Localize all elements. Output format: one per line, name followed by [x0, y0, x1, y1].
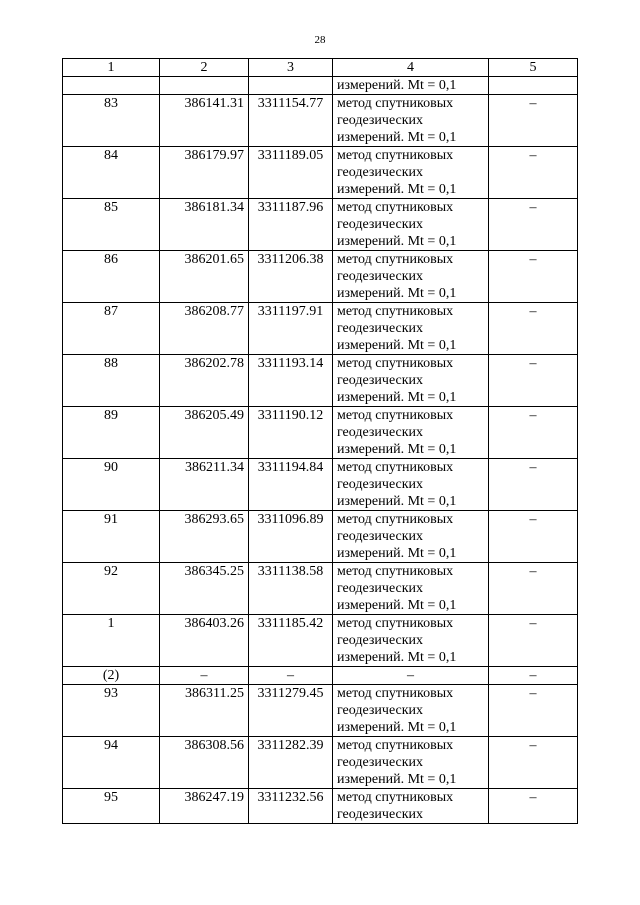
- method-line: измерений. Mt = 0,1: [337, 338, 457, 353]
- cell-method: [333, 303, 489, 355]
- cell-x: 386345.25: [160, 563, 249, 615]
- method-line: геодезических: [337, 373, 424, 388]
- cell-y: 3311189.05: [249, 147, 333, 199]
- method-line: метод спутниковых: [337, 408, 454, 423]
- method-line: геодезических: [337, 217, 424, 232]
- cell-y: 3311193.14: [249, 355, 333, 407]
- cell-point: [63, 77, 160, 95]
- table-body: [63, 77, 578, 824]
- cell-note: –: [489, 95, 578, 147]
- table-row: [63, 355, 578, 407]
- cell-method: [333, 563, 489, 615]
- method-line: геодезических: [337, 633, 424, 648]
- table-row: [63, 459, 578, 511]
- cell-method: [333, 737, 489, 789]
- method-line: измерений. Mt = 0,1: [337, 546, 457, 561]
- cell-y: 3311154.77: [249, 95, 333, 147]
- cell-point: 91: [63, 511, 160, 563]
- cell-x: –: [160, 667, 249, 685]
- table-row: [63, 615, 578, 667]
- cell-x: 386181.34: [160, 199, 249, 251]
- cell-y: 3311096.89: [249, 511, 333, 563]
- header-col-4: 4: [333, 59, 489, 77]
- cell-method: [333, 199, 489, 251]
- method-line: геодезических: [337, 477, 424, 492]
- cell-method: [333, 251, 489, 303]
- cell-y: 3311197.91: [249, 303, 333, 355]
- cell-point: (2): [63, 667, 160, 685]
- cell-note: –: [489, 511, 578, 563]
- cell-y: 3311232.56: [249, 789, 333, 824]
- table-row: [63, 251, 578, 303]
- cell-point: 83: [63, 95, 160, 147]
- cell-y: 3311279.45: [249, 685, 333, 737]
- cell-method: [333, 95, 489, 147]
- cell-note: –: [489, 407, 578, 459]
- method-line: измерений. Mt = 0,1: [337, 650, 457, 665]
- cell-y: –: [249, 667, 333, 685]
- cell-point: 88: [63, 355, 160, 407]
- method-line: метод спутниковых: [337, 564, 454, 579]
- cell-y: 3311187.96: [249, 199, 333, 251]
- page-number: 28: [314, 34, 326, 46]
- method-line: метод спутниковых: [337, 148, 454, 163]
- cell-y: 3311206.38: [249, 251, 333, 303]
- cell-point: 90: [63, 459, 160, 511]
- table-header-row: [63, 59, 578, 77]
- cell-x: 386179.97: [160, 147, 249, 199]
- table-row: [63, 147, 578, 199]
- cell-note: –: [489, 667, 578, 685]
- table-row: [63, 667, 578, 685]
- method-line: измерений. Mt = 0,1: [337, 598, 457, 613]
- cell-x: 386403.26: [160, 615, 249, 667]
- method-line: измерений. Mt = 0,1: [337, 772, 457, 787]
- method-line: геодезических: [337, 425, 424, 440]
- cell-y: 3311282.39: [249, 737, 333, 789]
- cell-point: 94: [63, 737, 160, 789]
- cell-note: –: [489, 199, 578, 251]
- cell-note: –: [489, 789, 578, 824]
- method-line: метод спутниковых: [337, 200, 454, 215]
- method-line: метод спутниковых: [337, 356, 454, 371]
- cell-note: [489, 77, 578, 95]
- cell-y: 3311185.42: [249, 615, 333, 667]
- header-col-3: 3: [249, 59, 333, 77]
- method-line: геодезических: [337, 321, 424, 336]
- cell-x: 386293.65: [160, 511, 249, 563]
- cell-note: –: [489, 563, 578, 615]
- cell-point: 86: [63, 251, 160, 303]
- cell-x: 386205.49: [160, 407, 249, 459]
- table-row: [63, 407, 578, 459]
- cell-point: 84: [63, 147, 160, 199]
- method-line: геодезических: [337, 703, 424, 718]
- cell-note: –: [489, 355, 578, 407]
- method-line: метод спутниковых: [337, 512, 454, 527]
- method-line: метод спутниковых: [337, 96, 454, 111]
- cell-method: [333, 459, 489, 511]
- table-row: [63, 95, 578, 147]
- cell-y: 3311194.84: [249, 459, 333, 511]
- method-line: геодезических: [337, 529, 424, 544]
- method-line: измерений. Mt = 0,1: [337, 494, 457, 509]
- table-row: [63, 737, 578, 789]
- method-line: измерений. Mt = 0,1: [337, 234, 457, 249]
- method-line: –: [407, 668, 414, 683]
- cell-point: 89: [63, 407, 160, 459]
- method-line: измерений. Mt = 0,1: [337, 286, 457, 301]
- method-line: геодезических: [337, 581, 424, 596]
- method-line: геодезических: [337, 165, 424, 180]
- cell-note: –: [489, 303, 578, 355]
- cell-y: [249, 77, 333, 95]
- table-row: [63, 685, 578, 737]
- table-row: [63, 199, 578, 251]
- header-col-5: 5: [489, 59, 578, 77]
- cell-method: [333, 355, 489, 407]
- cell-note: –: [489, 737, 578, 789]
- cell-x: 386208.77: [160, 303, 249, 355]
- cell-x: 386211.34: [160, 459, 249, 511]
- table-row: [63, 303, 578, 355]
- cell-x: 386311.25: [160, 685, 249, 737]
- cell-y: 3311138.58: [249, 563, 333, 615]
- cell-note: –: [489, 251, 578, 303]
- header-col-1: 1: [63, 59, 160, 77]
- table-row: [63, 789, 578, 824]
- cell-point: 92: [63, 563, 160, 615]
- method-line: измерений. Mt = 0,1: [337, 390, 457, 405]
- cell-note: –: [489, 459, 578, 511]
- cell-x: [160, 77, 249, 95]
- method-line: метод спутниковых: [337, 252, 454, 267]
- method-line: метод спутниковых: [337, 790, 454, 805]
- method-line: геодезических: [337, 755, 424, 770]
- method-line: измерений. Mt = 0,1: [337, 720, 457, 735]
- cell-method: [333, 147, 489, 199]
- cell-x: 386247.19: [160, 789, 249, 824]
- cell-x: 386141.31: [160, 95, 249, 147]
- method-line: геодезических: [337, 807, 424, 822]
- cell-y: 3311190.12: [249, 407, 333, 459]
- method-line: измерений. Mt = 0,1: [337, 130, 457, 145]
- cell-note: –: [489, 615, 578, 667]
- cell-method: [333, 77, 489, 95]
- cell-x: 386201.65: [160, 251, 249, 303]
- header-col-2: 2: [160, 59, 249, 77]
- cell-method: [333, 667, 489, 685]
- continuation-row: [63, 77, 578, 95]
- method-line: метод спутниковых: [337, 616, 454, 631]
- coordinates-table: [62, 58, 578, 824]
- method-line: метод спутниковых: [337, 460, 454, 475]
- cell-x: 386308.56: [160, 737, 249, 789]
- table-row: [63, 563, 578, 615]
- cell-point: 93: [63, 685, 160, 737]
- method-line: измерений. Mt = 0,1: [337, 78, 457, 93]
- method-line: метод спутниковых: [337, 304, 454, 319]
- method-line: метод спутниковых: [337, 738, 454, 753]
- cell-method: [333, 511, 489, 563]
- method-line: геодезических: [337, 113, 424, 128]
- cell-point: 85: [63, 199, 160, 251]
- cell-note: –: [489, 147, 578, 199]
- table-row: [63, 511, 578, 563]
- cell-point: 1: [63, 615, 160, 667]
- cell-x: 386202.78: [160, 355, 249, 407]
- cell-method: [333, 789, 489, 824]
- cell-method: [333, 685, 489, 737]
- cell-note: –: [489, 685, 578, 737]
- method-line: измерений. Mt = 0,1: [337, 182, 457, 197]
- cell-point: 87: [63, 303, 160, 355]
- method-line: метод спутниковых: [337, 686, 454, 701]
- cell-method: [333, 615, 489, 667]
- cell-point: 95: [63, 789, 160, 824]
- method-line: измерений. Mt = 0,1: [337, 442, 457, 457]
- cell-method: [333, 407, 489, 459]
- method-line: геодезических: [337, 269, 424, 284]
